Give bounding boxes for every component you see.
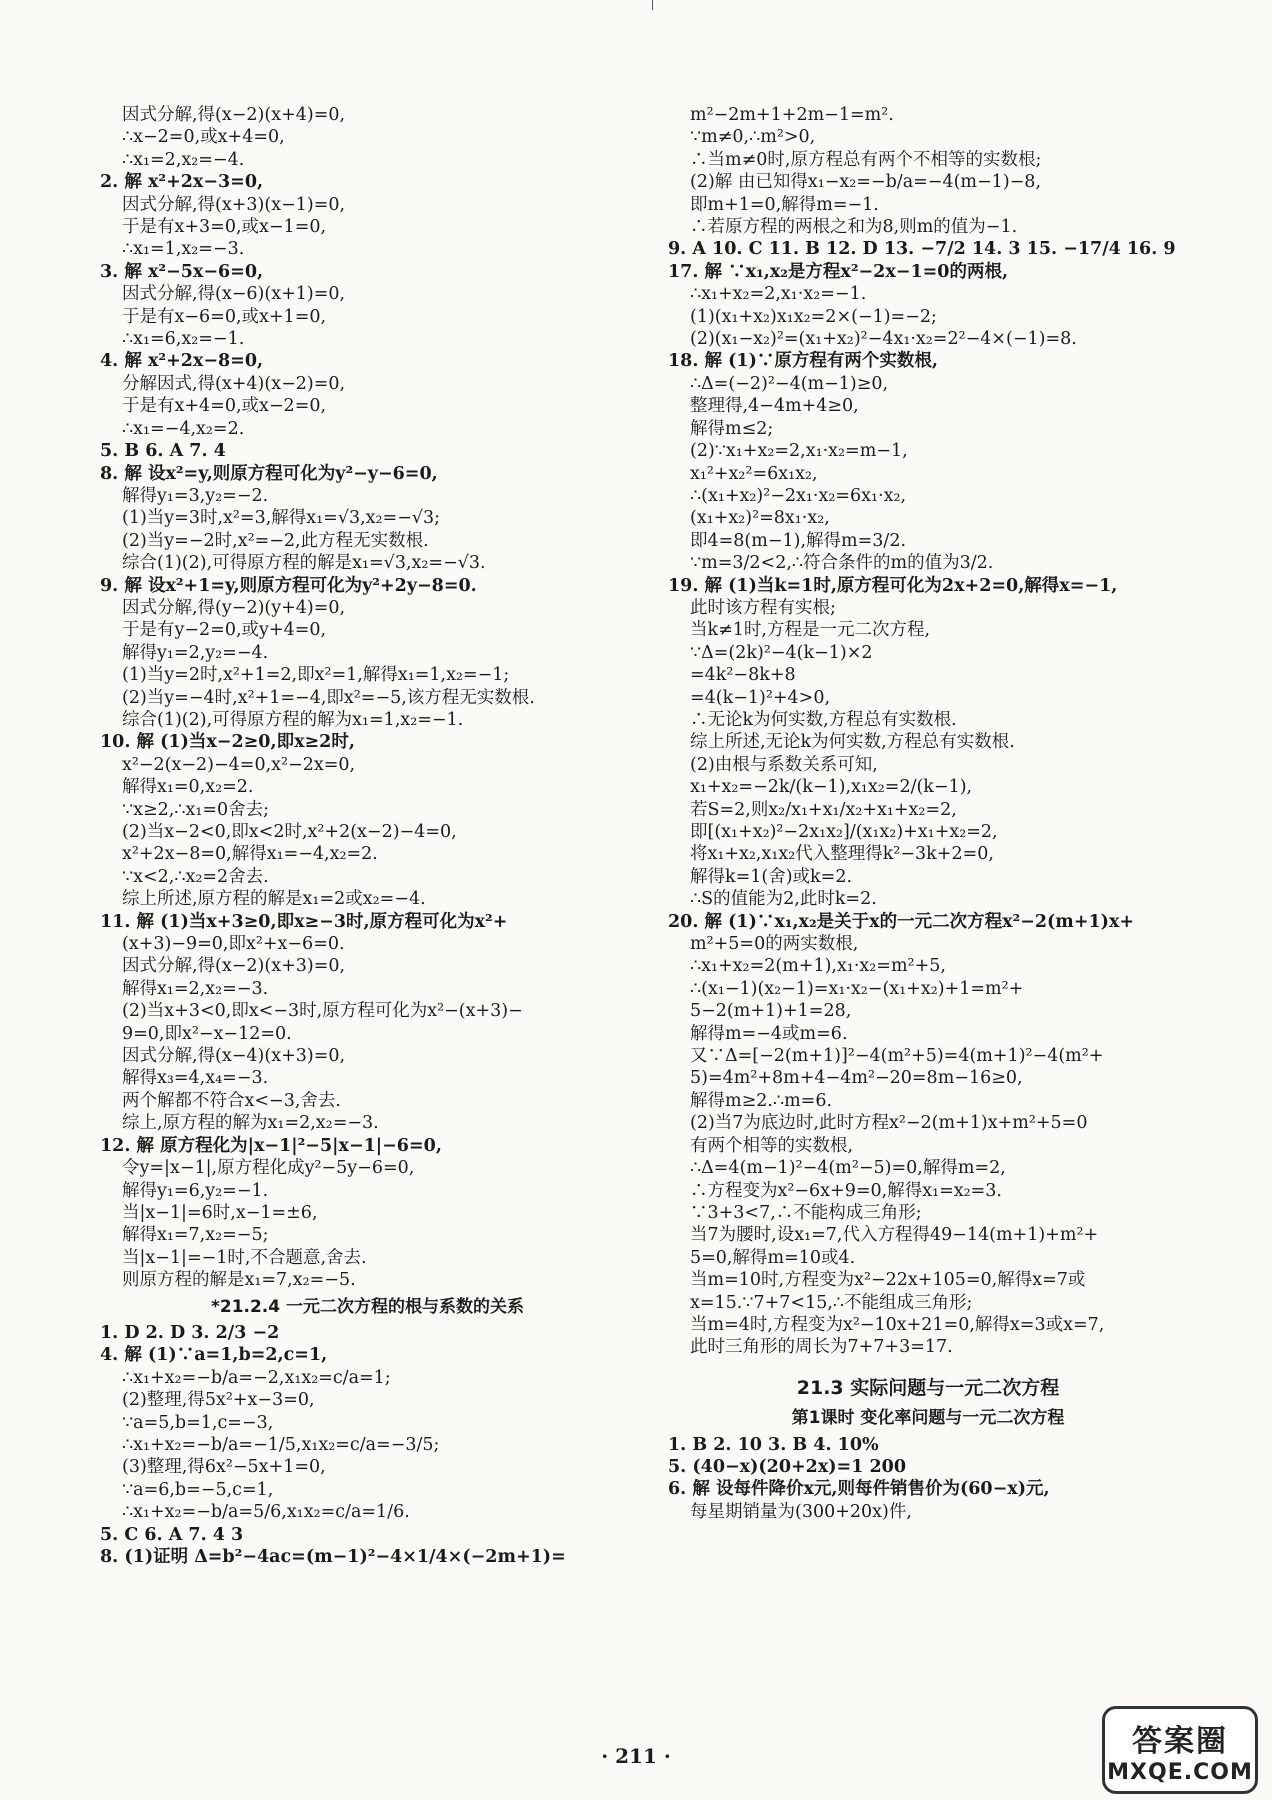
text-line: ∴(x₁−1)(x₂−1)=x₁·x₂−(x₁+x₂)+1=m²+ [690, 978, 1024, 999]
text-line: x²−2(x−2)−4=0,x²−2x=0, [122, 754, 356, 775]
text-line: 4. 解 (1)∵a=1,b=2,c=1, [100, 1345, 328, 1366]
right-column [668, 104, 1188, 1523]
text-line: x=15.∵7+7<15,∴不能组成三角形; [690, 1292, 973, 1313]
text-line: 19. 解 (1)当k=1时,原方程可化为2x+2=0,解得x=−1, [668, 575, 1118, 596]
text-line: 解得y₁=3,y₂=−2. [122, 485, 269, 506]
text-line: (x+3)−9=0,即x²+x−6=0. [122, 934, 345, 955]
text-line: 解得m=−4或m=6. [690, 1023, 848, 1044]
left-column [100, 104, 635, 1568]
text-line: (2)当y=−4时,x²+1=−4,即x²=−5,该方程无实数根. [122, 687, 535, 708]
text-line: 5)=4m²+8m+4−4m²−20=8m−16≥0, [690, 1068, 1023, 1089]
text-line: 解得x₁=0,x₂=2. [122, 777, 254, 798]
text-line: 2. 解 x²+2x−3=0, [100, 172, 264, 193]
text-line: ∴x₁+x₂=−b/a=5/6,x₁x₂=c/a=1/6. [122, 1502, 410, 1523]
text-line: ∵x≥2,∴x₁=0舍去; [122, 799, 270, 820]
text-line: x²+2x−8=0,解得x₁=−4,x₂=2. [122, 844, 378, 865]
text-line: 当|x−1|=−1时,不合题意,舍去. [122, 1247, 367, 1268]
text-line: 解得k=1(舍)或k=2. [690, 866, 853, 887]
text-line: 即[(x₁+x₂)²−2x₁x₂]/(x₁x₂)+x₁+x₂=2, [690, 822, 998, 842]
text-line: 当|x−1|=6时,x−1=±6, [122, 1202, 318, 1223]
text-line: 解得m≥2.∴m=6. [690, 1090, 833, 1111]
text-line: ∴x₁+x₂=2,x₁·x₂=−1. [690, 284, 867, 305]
text-line: 每星期销量为(300+20x)件, [690, 1501, 912, 1522]
text-line: 解得x₁=7,x₂=−5; [122, 1225, 269, 1246]
text-line: 5=0,解得m=10或4. [690, 1247, 856, 1268]
text-line: (2)整理,得5x²+x−3=0, [122, 1390, 315, 1411]
text-line: ∴x₁=2,x₂=−4. [122, 149, 245, 170]
text-line: 5. C 6. A 7. 4 3 [100, 1524, 244, 1545]
watermark-logo [1102, 1706, 1258, 1794]
text-line: (2)当y=−2时,x²=−2,此方程无实数根. [122, 530, 429, 551]
text-line: (3)整理,得6x²−5x+1=0, [122, 1457, 326, 1478]
text-line: 即m+1=0,解得m=−1. [690, 194, 879, 215]
text-line: =4k²−8k+8 [690, 665, 796, 686]
text-line: 于是有x+3=0,或x−1=0, [122, 217, 327, 238]
section-heading: 第1课时 变化率问题与一元二次方程 [791, 1408, 1065, 1429]
text-line: 综上所述,原方程的解是x₁=2或x₂=−4. [122, 889, 426, 910]
text-line: 因式分解,得(y−2)(y+4)=0, [122, 597, 346, 618]
text-line: 12. 解 原方程化为|x−1|²−5|x−1|−6=0, [100, 1135, 442, 1156]
text-line: 8. 解 设x²=y,则原方程可化为y²−y−6=0, [100, 463, 438, 484]
text-line: ∴Δ=4(m−1)²−4(m²−5)=0,解得m=2, [690, 1158, 1006, 1179]
text-line: ∴方程变为x²−6x+9=0,解得x₁=x₂=3. [690, 1180, 1003, 1201]
text-line: ∴x₁+x₂=−b/a=−2,x₁x₂=c/a=1; [122, 1367, 391, 1388]
text-line: =4(k−1)²+4>0, [690, 687, 831, 708]
text-line: 则原方程的解是x₁=7,x₂=−5. [122, 1270, 356, 1291]
text-line: 于是有x+4=0,或x−2=0, [122, 396, 327, 417]
section-heading: 21.3 实际问题与一元二次方程 [796, 1376, 1060, 1399]
text-line: (2)当x+3<0,即x<−3时,原方程可化为x²−(x+3)− [122, 1001, 523, 1022]
text-line: x₁²+x₂²=6x₁x₂, [690, 463, 818, 484]
column-divider [652, 0, 653, 10]
text-line: 即4=8(m−1),解得m=3/2. [690, 530, 907, 551]
text-line: 整理得,4−4m+4≥0, [690, 396, 859, 417]
text-line: 17. 解 ∵x₁,x₂是方程x²−2x−1=0的两根, [668, 261, 1009, 282]
text-line: 因式分解,得(x−6)(x+1)=0, [122, 284, 346, 305]
text-line: 解得m≤2; [690, 418, 774, 439]
text-line: 因式分解,得(x−2)(x+4)=0, [122, 105, 346, 125]
section-heading: *21.2.4 一元二次方程的根与系数的关系 [210, 1296, 525, 1317]
text-line: (x₁+x₂)²=8x₁·x₂, [690, 508, 830, 529]
text-line: 当m=4时,方程变为x²−10x+21=0,解得x=3或x=7, [690, 1314, 1105, 1335]
text-line: (2)∵x₁+x₂=2,x₁·x₂=m−1, [690, 441, 908, 462]
text-line: 分解因式,得(x+4)(x−2)=0, [122, 373, 346, 394]
text-line: 5. B 6. A 7. 4 [100, 441, 226, 462]
text-line: 1. D 2. D 3. 2/3 −2 [100, 1322, 280, 1343]
text-line: 解得x₁=2,x₂=−3. [122, 978, 269, 999]
text-line: 4. 解 x²+2x−8=0, [100, 351, 264, 372]
text-line: ∵a=6,b=−5,c=1, [122, 1479, 274, 1500]
text-line: (1)当y=2时,x²+1=2,即x²=1,解得x₁=1,x₂=−1; [122, 665, 510, 686]
text-line: ∴x₁+x₂=2(m+1),x₁·x₂=m²+5, [690, 956, 946, 977]
text-line: 因式分解,得(x−4)(x+3)=0, [122, 1046, 346, 1067]
text-line: m²+5=0的两实数根, [690, 934, 859, 955]
text-line: ∴x₁+x₂=−b/a=−1/5,x₁x₂=c/a=−3/5; [122, 1434, 440, 1455]
text-line: m²−2m+1+2m−1=m². [690, 105, 894, 125]
text-line: 当7为腰时,设x₁=7,代入方程得49−14(m+1)+m²+ [690, 1225, 1099, 1246]
text-line: 有两个相等的实数根, [690, 1135, 854, 1156]
text-line: (1)(x₁+x₂)x₁x₂=2×(−1)=−2; [690, 306, 937, 327]
text-line: ∴当m≠0时,原方程总有两个不相等的实数根; [690, 149, 1042, 170]
text-line: 20. 解 (1)∵x₁,x₂是关于x的一元二次方程x²−2(m+1)x+ [668, 911, 1135, 932]
text-line: 此时三角形的周长为7+7+3=17. [690, 1337, 953, 1358]
text-line: ∴(x₁+x₂)²−2x₁·x₂=6x₁·x₂, [690, 485, 907, 506]
text-line: 解得x₃=4,x₄=−3. [122, 1068, 269, 1089]
text-line: (2)当x−2<0,即x<2时,x²+2(x−2)−4=0, [122, 822, 457, 842]
text-line: 综上,原方程的解为x₁=2,x₂=−3. [122, 1113, 379, 1134]
text-line: ∴x₁=−4,x₂=2. [122, 418, 245, 439]
text-line: 6. 解 设每件降价x元,则每件销售价为(60−x)元, [668, 1479, 1050, 1500]
text-line: 3. 解 x²−5x−6=0, [100, 261, 264, 282]
text-line: 又∵Δ=[−2(m+1)]²−4(m²+5)=4(m+1)²−4(m²+ [690, 1046, 1104, 1067]
text-line: ∵x<2,∴x₂=2舍去. [122, 866, 269, 887]
text-line: 将x₁+x₂,x₁x₂代入整理得k²−3k+2=0, [690, 844, 994, 865]
text-line: 于是有y−2=0,或y+4=0, [122, 620, 327, 641]
text-line: (2)(x₁−x₂)²=(x₁+x₂)²−4x₁·x₂=2²−4×(−1)=8. [690, 329, 1077, 350]
text-line: 若S=2,则x₂/x₁+x₁/x₂+x₁+x₂=2, [690, 799, 957, 820]
text-line: ∴S的值能为2,此时k=2. [690, 889, 877, 910]
text-line: 综上所述,无论k为何实数,方程总有实数根. [690, 732, 1015, 753]
text-line: ∵m≠0,∴m²>0, [690, 127, 816, 148]
page-number: · 211 · [601, 1744, 671, 1768]
text-line: 因式分解,得(x−2)(x+3)=0, [122, 956, 346, 977]
text-line: 9=0,即x²−x−12=0. [122, 1023, 292, 1044]
text-line: ∵Δ=(2k)²−4(k−1)×2 [690, 642, 873, 663]
text-line: 当m=10时,方程变为x²−22x+105=0,解得x=7或 [690, 1270, 1086, 1291]
text-line: 于是有x−6=0,或x+1=0, [122, 306, 327, 327]
text-line: (2)由根与系数关系可知, [690, 754, 878, 775]
watermark-title: 答案圈 [1132, 1723, 1228, 1759]
text-line: 5−2(m+1)+1=28, [690, 1001, 852, 1022]
text-line: 8. (1)证明 Δ=b²−4ac=(m−1)²−4×1/4×(−2m+1)= [100, 1547, 566, 1567]
text-line: 综合(1)(2),可得原方程的解为x₁=1,x₂=−1. [122, 709, 464, 730]
text-line: ∴x−2=0,或x+4=0, [122, 127, 285, 148]
text-line: 此时该方程有实根; [690, 597, 836, 618]
text-line: ∴x₁=6,x₂=−1. [122, 329, 245, 350]
text-line: 令y=|x−1|,原方程化成y²−5y−6=0, [122, 1158, 415, 1179]
text-line: 9. 解 设x²+1=y,则原方程可化为y²+2y−8=0. [100, 575, 477, 596]
text-line: (1)当y=3时,x²=3,解得x₁=√3,x₂=−√3; [122, 508, 441, 529]
text-line: 9. A 10. C 11. B 12. D 13. −7/2 14. 3 15. −17/4 16. 9 [668, 239, 1176, 260]
text-line: x₁+x₂=−2k/(k−1),x₁x₂=2/(k−1), [690, 777, 973, 798]
watermark-url: MXQE.COM [1107, 1759, 1253, 1785]
text-line: 当k≠1时,方程是一元二次方程, [690, 620, 931, 641]
text-line: 5. (40−x)(20+2x)=1 200 [668, 1456, 907, 1477]
text-line: ∵a=5,b=1,c=−3, [122, 1412, 274, 1433]
text-line: ∴无论k为何实数,方程总有实数根. [690, 709, 957, 730]
text-line: ∴Δ=(−2)²−4(m−1)≥0, [690, 373, 889, 394]
text-line: 解得y₁=6,y₂=−1. [122, 1180, 269, 1201]
text-line: 两个解都不符合x<−3,舍去. [122, 1090, 341, 1111]
text-line: 18. 解 (1)∵原方程有两个实数根, [668, 351, 938, 372]
text-line: 因式分解,得(x+3)(x−1)=0, [122, 194, 346, 215]
text-line: ∵m=3/2<2,∴符合条件的m的值为3/2. [690, 553, 994, 574]
text-line: ∵3+3<7,∴不能构成三角形; [690, 1202, 922, 1223]
text-line: (2)当7为底边时,此时方程x²−2(m+1)x+m²+5=0 [690, 1113, 1088, 1134]
text-line: ∴x₁=1,x₂=−3. [122, 239, 245, 260]
text-line: 解得y₁=2,y₂=−4. [122, 642, 269, 663]
text-line: (2)解 由已知得x₁−x₂=−b/a=−4(m−1)−8, [690, 172, 1042, 193]
text-line: 10. 解 (1)当x−2≥0,即x≥2时, [100, 732, 355, 753]
text-line: ∴若原方程的两根之和为8,则m的值为−1. [690, 217, 1018, 238]
text-line: 1. B 2. 10 3. B 4. 10% [668, 1434, 879, 1455]
text-line: 11. 解 (1)当x+3≥0,即x≥−3时,原方程可化为x²+ [100, 911, 508, 932]
text-line: 综合(1)(2),可得原方程的解是x₁=√3,x₂=−√3. [122, 553, 486, 574]
